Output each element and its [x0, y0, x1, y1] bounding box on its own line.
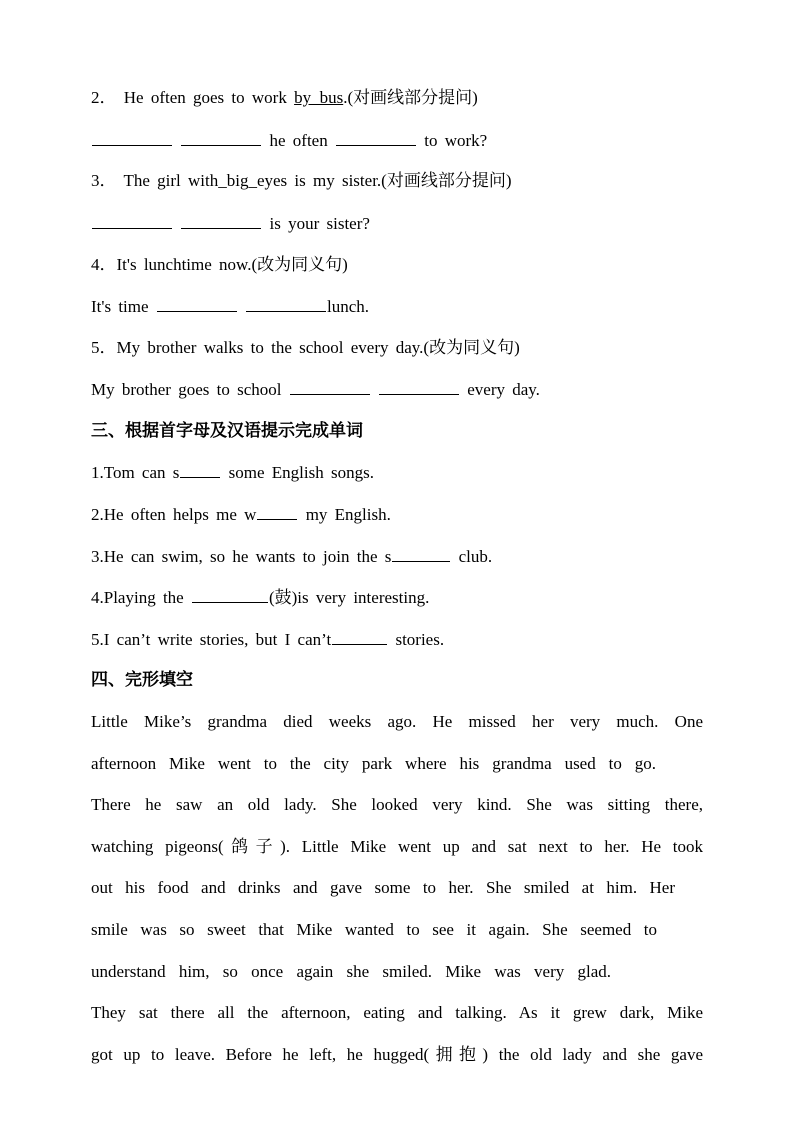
item-text: some English songs.: [221, 463, 374, 482]
question-number: 3．: [91, 171, 117, 190]
passage-line: They sat there all the afternoon, eating and talking. As it grew dark, Mike: [91, 1003, 703, 1022]
answer-blank[interactable]: [157, 294, 237, 312]
word-item-2: [91, 502, 703, 527]
item-text: 2.He often helps me w: [91, 505, 257, 524]
word-item-1: [91, 460, 703, 485]
item-text: 5.I can’t write stories, but I can’t: [91, 630, 332, 649]
question-4: 4．It's lunchtime now.(改为同义句): [91, 255, 348, 274]
answer-blank[interactable]: [92, 128, 172, 146]
answer-blank[interactable]: [181, 128, 261, 146]
passage-line: Little Mike’s grandma died weeks ago. He missed her very much. One: [91, 712, 703, 731]
answer-blank[interactable]: [290, 377, 370, 395]
answer-line-5: [91, 377, 703, 402]
answer-text: My brother goes to school: [91, 380, 282, 399]
item-text: my English.: [298, 505, 391, 524]
underlined-phrase: with_big_eyes: [188, 171, 288, 190]
answer-blank[interactable]: [192, 585, 268, 603]
answer-text: It's time: [91, 297, 149, 316]
item-text: 4.Playing the: [91, 588, 191, 607]
question-instruction: .(对画线部分提问): [343, 88, 478, 107]
question-instruction: is my sister.(对画线部分提问): [287, 171, 512, 190]
question-number: 2．: [91, 88, 117, 107]
answer-blank[interactable]: [379, 377, 459, 395]
word-item-5: [91, 627, 703, 652]
passage-line: understand him, so once again she smiled. Mike was very glad.: [91, 962, 611, 981]
underlined-phrase: by_bus: [294, 88, 344, 107]
section-4-heading: 四、完形填空: [91, 670, 193, 689]
answer-text: lunch.: [327, 297, 370, 316]
answer-line-4: [91, 294, 703, 319]
passage-line: out his food and drinks and gave some to her. She smiled at him. Her: [91, 878, 675, 897]
answer-line-3: [91, 211, 703, 236]
item-text: club.: [451, 547, 493, 566]
answer-blank[interactable]: [332, 627, 387, 645]
item-text: stories.: [388, 630, 445, 649]
word-item-4: [91, 585, 703, 610]
answer-text: is your sister?: [269, 214, 370, 233]
passage-line: There he saw an old lady. She looked very kind. She was sitting there,: [91, 795, 703, 814]
answer-blank[interactable]: [181, 211, 261, 229]
word-item-3: [91, 544, 703, 569]
answer-blank[interactable]: [257, 502, 297, 520]
item-text: 1.Tom can s: [91, 463, 180, 482]
answer-blank[interactable]: [246, 294, 326, 312]
question-3: [91, 169, 703, 193]
answer-blank[interactable]: [180, 460, 220, 478]
answer-text: he often: [269, 131, 328, 150]
answer-line-2: [91, 128, 703, 153]
answer-text: to work?: [424, 131, 488, 150]
section-3-heading: 三、根据首字母及汉语提示完成单词: [91, 421, 363, 440]
passage-line: watching pigeons(鸽子). Little Mike went up and sat next to her. He took: [91, 837, 703, 856]
question-text: He often goes to work: [123, 88, 295, 107]
answer-blank[interactable]: [92, 211, 172, 229]
answer-text: every day.: [467, 380, 540, 399]
item-text: 3.He can swim, so he wants to join the s: [91, 547, 392, 566]
answer-blank[interactable]: [336, 128, 416, 146]
question-text: The girl: [123, 171, 188, 190]
passage-line: got up to leave. Before he left, he hugged(拥抱) the old lady and she gave: [91, 1045, 703, 1064]
answer-blank[interactable]: [392, 544, 450, 562]
question-2: [91, 86, 703, 110]
question-5: 5．My brother walks to the school every day.(改为同义句): [91, 338, 520, 357]
passage-line: smile was so sweet that Mike wanted to see it again. She seemed to: [91, 920, 657, 939]
passage-line: afternoon Mike went to the city park where his grandma used to go.: [91, 754, 656, 773]
item-text: (鼓)is very interesting.: [268, 588, 430, 607]
